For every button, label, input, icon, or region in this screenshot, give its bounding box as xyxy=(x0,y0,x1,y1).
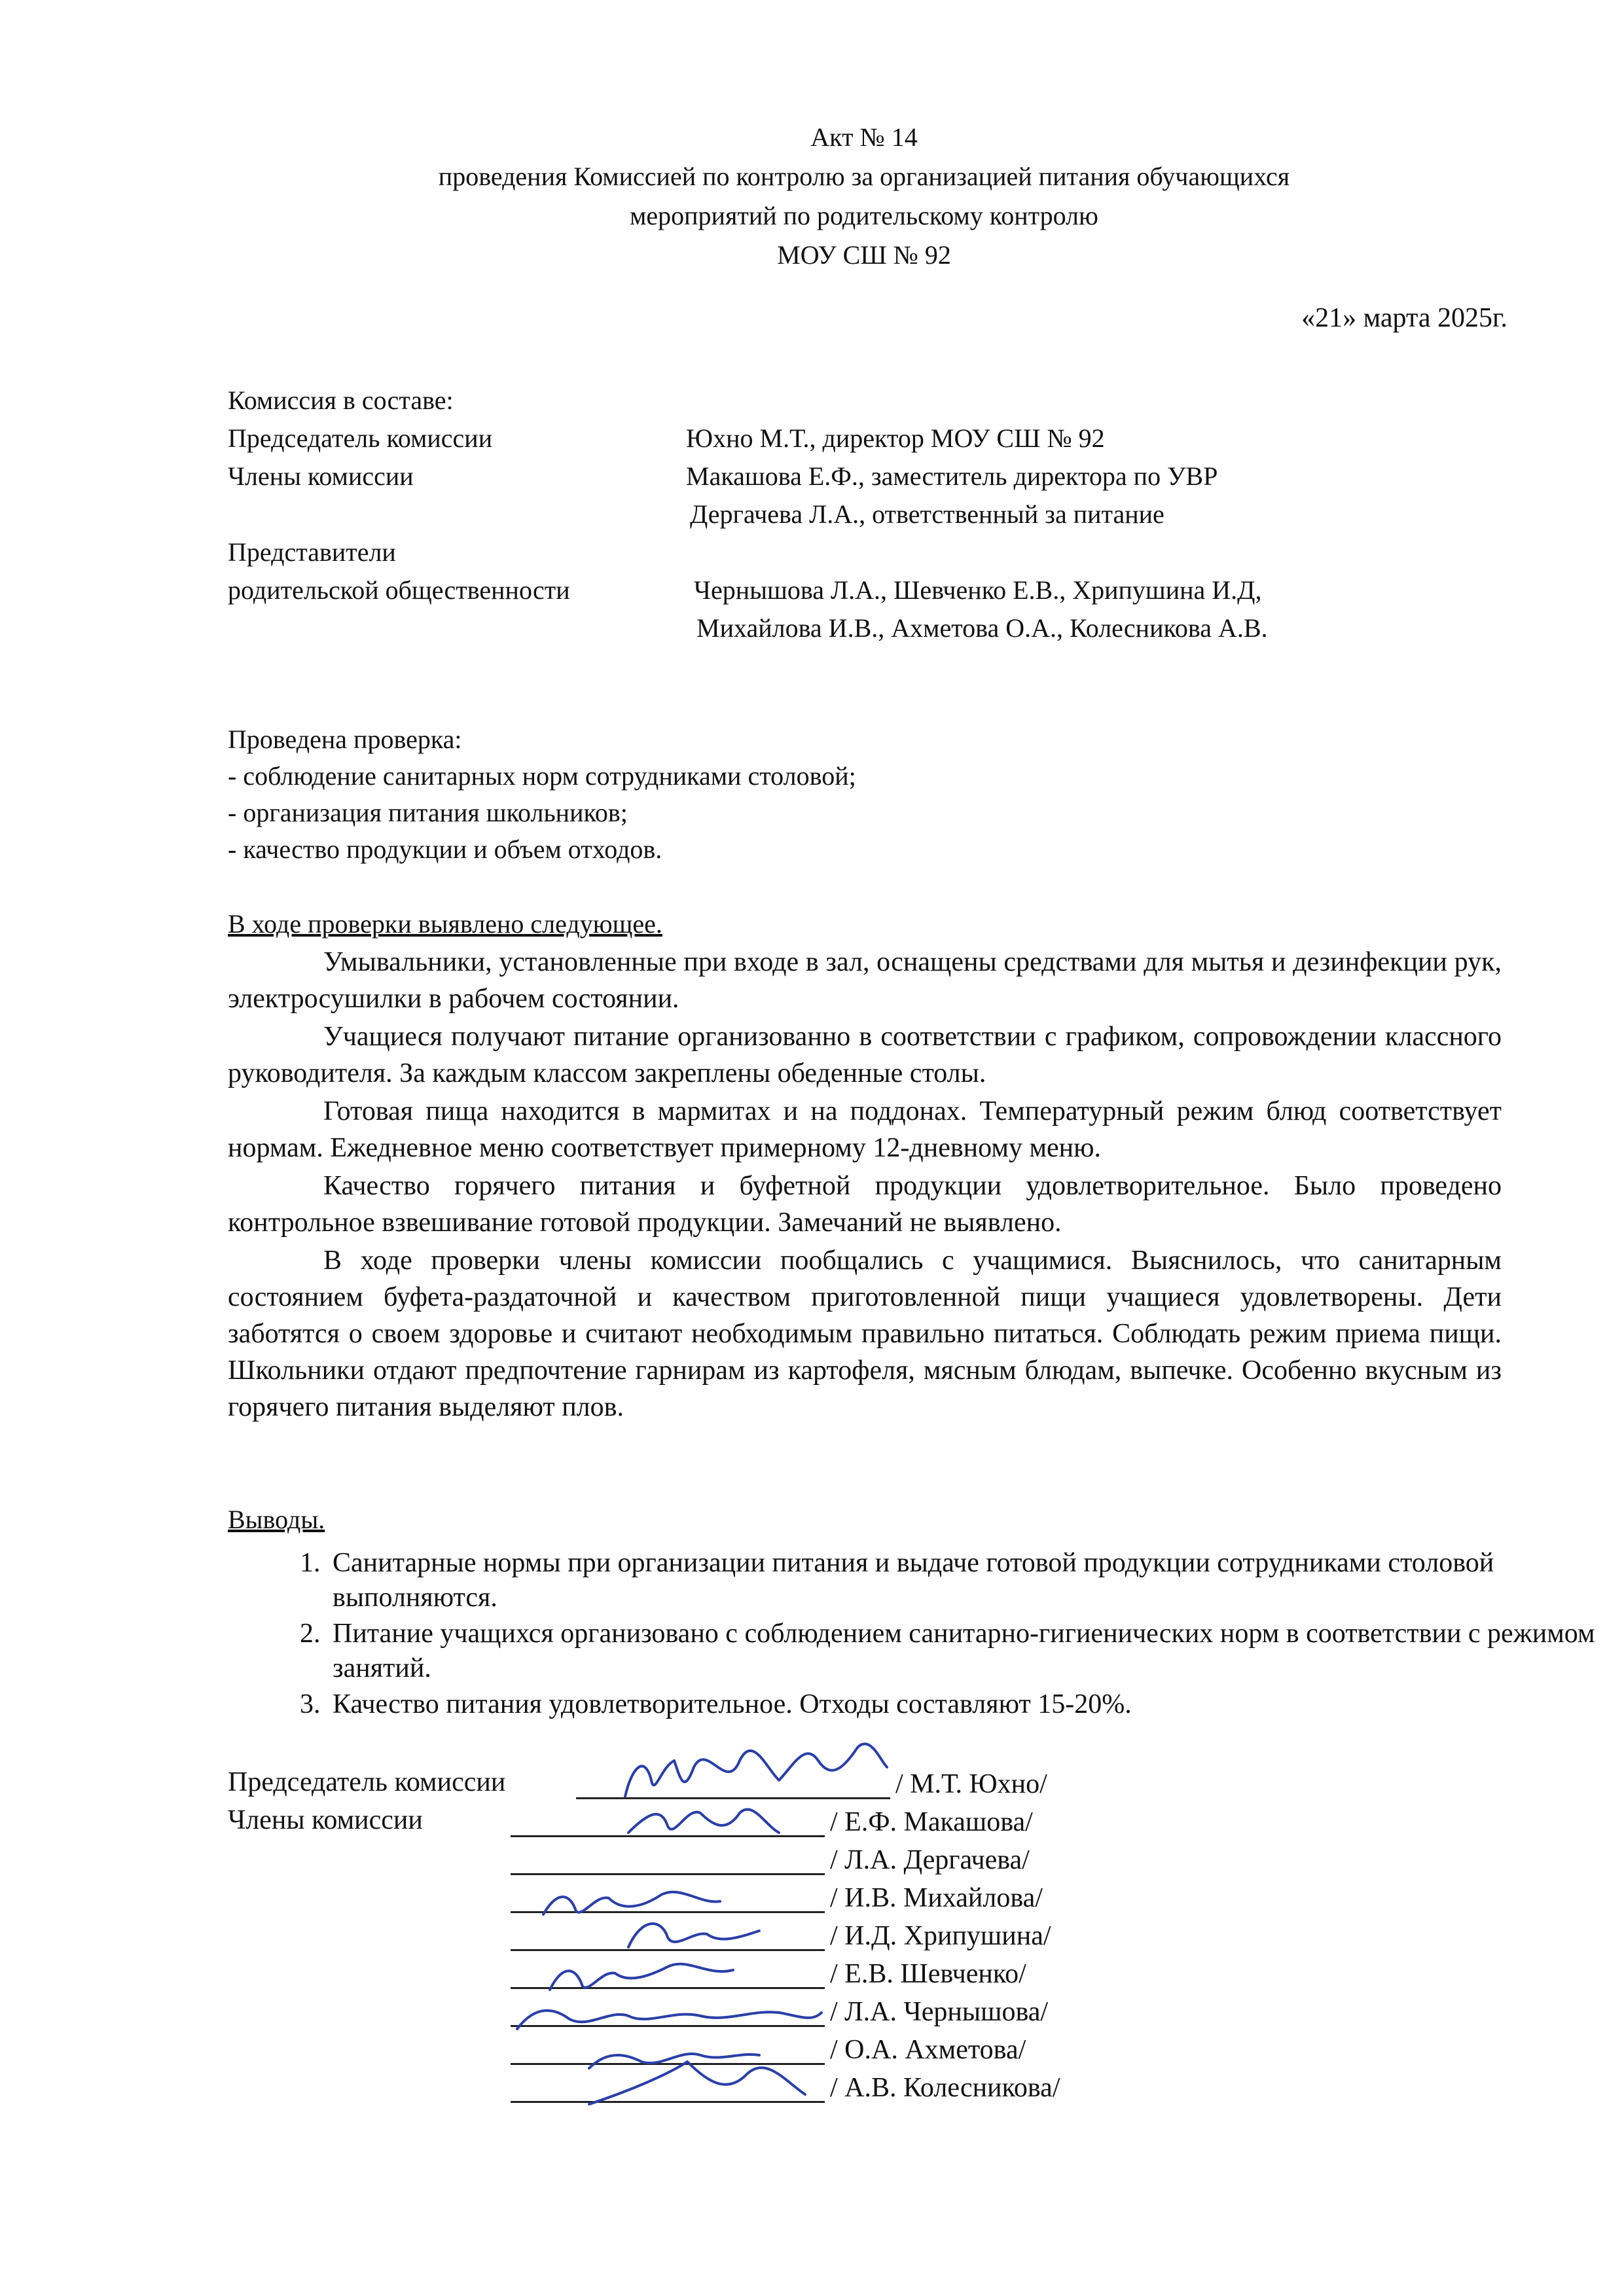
inspection-item: - соблюдение санитарных норм сотрудниками столовой; xyxy=(228,761,856,791)
signature-line xyxy=(511,1835,825,1837)
signature-chair-label: Председатель комиссии xyxy=(228,1767,506,1797)
signature-members-label: Члены комиссии xyxy=(228,1805,423,1835)
conclusion-item: 1. Санитарные нормы при организации питания и выдаче готовой продукции сотрудниками столовой выполняются. xyxy=(327,1546,1610,1615)
header-line-4: МОУ СШ № 92 xyxy=(777,240,951,270)
members-label: Члены комиссии xyxy=(228,461,414,491)
findings-paragraph: Учащиеся получают питание организованно в соответствии с графиком, сопровождении классного руководителя. За каждым классом закреплены обеденные столы. xyxy=(228,1022,1502,1088)
reps-value-2: Михайлова И.В., Ахметова О.А., Колесникова А.В. xyxy=(696,613,1268,643)
conclusion-item: 3. Качество питания удовлетворительное. Отходы составляют 15-20%. xyxy=(327,1687,1610,1722)
commission-intro: Комиссия в составе: xyxy=(228,386,454,415)
header-line-3: мероприятий по родительскому контролю xyxy=(630,201,1098,230)
signature-line xyxy=(511,2101,825,2103)
findings-paragraph: В ходе проверки члены комиссии пообщались с учащимися. Выяснилось, что санитарным состоянием буфета-раздаточной и качеством приготовленной пищи учащиеся удовлетворены. Дети заботятся о своем здоровье и считают необходимым правильно питаться. Соблюдать режим приема пищи. Школьники отдают предпочтение гарнирам из картофеля, мясным блюдам, выпечке. Особенно вкусным из горячего питания выделяют плов. xyxy=(228,1246,1502,1422)
signature-line xyxy=(511,1873,825,1875)
signatory-name: / А.В. Колесникова/ xyxy=(830,2073,1060,2103)
signature-stroke xyxy=(589,2062,805,2104)
signature-line xyxy=(576,1797,890,1799)
findings-heading: В ходе проверки выявлено следующее. xyxy=(228,909,662,939)
chair-value: Юхно М.Т., директор МОУ СШ № 92 xyxy=(686,423,1105,453)
document-title: Акт № 14 xyxy=(810,122,918,152)
signatory-name: / Е.Ф. Макашова/ xyxy=(830,1807,1033,1837)
members-value-2: Дергачева Л.А., ответственный за питание xyxy=(690,499,1164,529)
signature-stroke xyxy=(589,2054,759,2068)
signature-line xyxy=(511,1949,825,1951)
signature-line xyxy=(511,2063,825,2065)
signature-stroke xyxy=(628,1924,759,1947)
signatory-name: / Л.А. Дергачева/ xyxy=(830,1845,1030,1875)
inspection-heading: Проведена проверка: xyxy=(228,725,462,754)
inspection-item: - качество продукции и объем отходов. xyxy=(228,834,662,864)
signatory-name: / И.Д. Хрипушина/ xyxy=(830,1921,1051,1951)
signatory-name: / О.А. Ахметова/ xyxy=(830,2035,1026,2065)
signature-line xyxy=(511,2025,825,2027)
findings-paragraph: Качество горячего питания и буфетной продукции удовлетворительное. Было проведено контрольное взвешивание готовой продукции. Замечаний не выявлено. xyxy=(228,1171,1502,1238)
signature-stroke xyxy=(628,1809,779,1833)
reps-label-2: родительской общественности xyxy=(228,575,570,605)
signatory-name: / М.Т. Юхно/ xyxy=(895,1769,1047,1799)
signatory-name: / Е.В. Шевченко/ xyxy=(830,1959,1026,1989)
chair-label: Председатель комиссии xyxy=(228,423,493,453)
reps-value-1: Чернышова Л.А., Шевченко Е.В., Хрипушина И.Д, xyxy=(694,575,1262,605)
document-date: «21» марта 2025г. xyxy=(1301,303,1507,333)
inspection-item: - организация питания школьников; xyxy=(228,798,628,827)
conclusions-heading: Выводы. xyxy=(228,1505,325,1534)
signature-line xyxy=(511,1911,825,1913)
findings-paragraph: Готовая пища находится в мармитах и на поддонах. Температурный режим блюд соответствует нормам. Ежедневное меню соответствует примерному 12-дневному меню. xyxy=(228,1096,1502,1163)
findings-paragraph: Умывальники, установленные при входе в зал, оснащены средствами для мытья и дезинфекции рук, электросушилки в рабочем состоянии. xyxy=(228,947,1502,1014)
signatory-name: / И.В. Михайлова/ xyxy=(830,1883,1043,1913)
conclusions-list xyxy=(228,1546,1610,1723)
signature-stroke xyxy=(625,1744,887,1797)
members-value-1: Макашова Е.Ф., заместитель директора по УВР xyxy=(686,461,1218,491)
document-header xyxy=(0,118,1624,275)
conclusion-item: 2. Питание учащихся организовано с соблюдением санитарно-гигиенических норм в соответствии с режимом занятий. xyxy=(327,1617,1610,1686)
reps-label-1: Представители xyxy=(228,537,396,567)
signatory-name: / Л.А. Чернышова/ xyxy=(830,1997,1049,2027)
header-line-2: проведения Комиссией по контролю за организацией питания обучающихся xyxy=(438,162,1290,191)
signature-line xyxy=(511,1987,825,1989)
signature-stroke xyxy=(550,1964,733,1990)
